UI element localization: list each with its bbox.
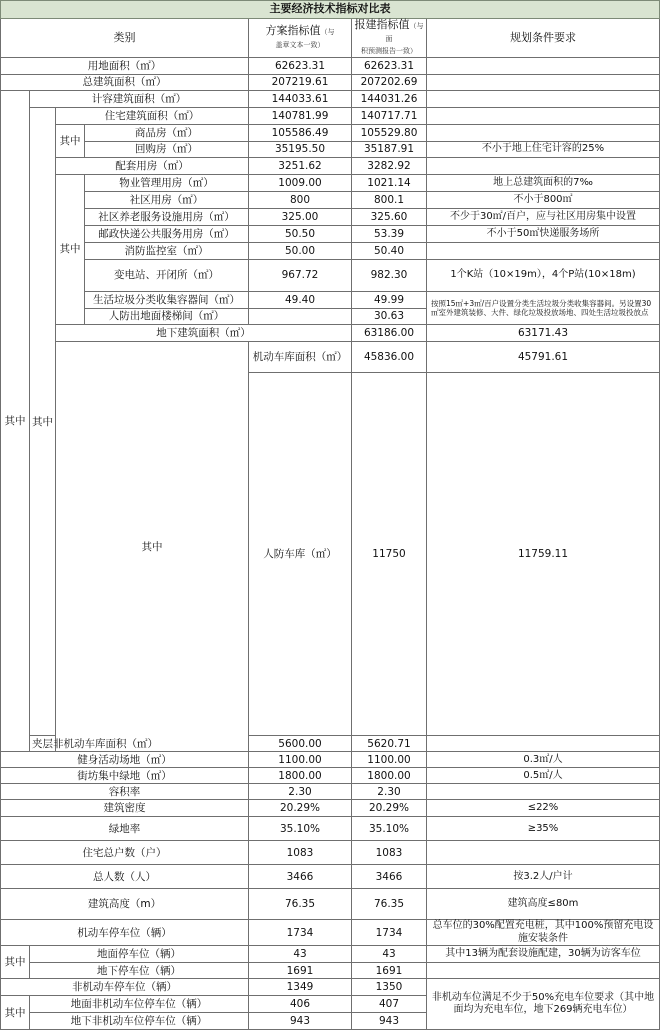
scheme-value: 62623.31 [249,57,352,74]
filed-value: 982.30 [352,259,427,291]
scheme-value: 35.10% [249,817,352,841]
scheme-value: 406 [249,996,352,1013]
filed-value: 53.39 [352,225,427,242]
scheme-value: 49.40 [249,291,352,308]
of-which-label: 其中 [30,107,56,736]
filed-value: 105529.80 [352,124,427,141]
scheme-value: 140781.99 [249,107,352,124]
row-label: 建筑高度（m） [1,889,249,920]
scheme-value: 76.35 [249,889,352,920]
of-which-label: 其中 [1,90,30,752]
scheme-value: 1009.00 [249,174,352,191]
table-row [1,784,660,800]
table-row [1,946,660,963]
filed-value: 11759.11 [427,372,660,736]
scheme-value: 2.30 [249,784,352,800]
table-title: 主要经济技术指标对比表 [1,1,660,19]
row-label: 总建筑面积（㎡） [1,74,249,90]
requirement-cell: 0.5㎡/人 [427,768,660,784]
table-row [1,865,660,889]
requirement-cell: 建筑高度≤80m [427,889,660,920]
scheme-value: 967.72 [249,259,352,291]
filed-value: 325.60 [352,208,427,225]
header-filed-note-2: 积预测报告一致） [361,47,417,56]
table-row [1,74,660,90]
requirement-cell [427,841,660,865]
requirement-cell: 不小于800㎡ [427,191,660,208]
requirement-cell: 不小于50㎡快递服务场所 [427,225,660,242]
row-label: 夹层非机动车库面积（㎡） [30,736,56,752]
filed-value: 144031.26 [352,90,427,107]
scheme-value: 207219.61 [249,74,352,90]
requirement-cell [427,74,660,90]
header-filed-note: （与面 [385,22,424,43]
scheme-value: 50.00 [249,242,352,259]
of-which-label: 其中 [56,341,249,752]
filed-value: 1021.14 [352,174,427,191]
row-label: 住宅建筑面积（㎡） [56,107,249,124]
requirement-cell: 不少于30㎡/百户，应与社区用房集中设置 [427,208,660,225]
requirement-cell: ≥35% [427,817,660,841]
filed-value: 45791.61 [427,341,660,372]
table-row [1,979,660,996]
of-which-label: 其中 [56,174,85,324]
filed-value: 1100.00 [352,752,427,768]
row-label: 用地面积（㎡） [1,57,249,74]
requirement-cell: 1个K站（10×19m），4个P站(10×18m) [427,259,660,291]
header-filed-main: 报建指标值 [354,18,410,31]
table-row [1,291,660,308]
row-label: 地面停车位（辆） [30,946,249,963]
table-row [1,242,660,259]
row-label: 生活垃圾分类收集容器间（㎡） [85,291,249,308]
table-row [1,841,660,865]
row-label: 社区养老服务设施用房（㎡） [85,208,249,225]
row-label: 容积率 [1,784,249,800]
scheme-value: 105586.49 [249,124,352,141]
header-scheme-main: 方案指标值 [265,24,321,38]
row-label: 健身活动场地（㎡） [1,752,249,768]
requirement-cell: ≤22% [427,800,660,817]
scheme-value: 3466 [249,865,352,889]
filed-value: 62623.31 [352,57,427,74]
requirement-cell [427,124,660,141]
of-which-label: 其中 [1,946,30,979]
filed-value: 3466 [352,865,427,889]
requirement-cell [427,242,660,259]
requirement-cell [427,157,660,174]
filed-value: 943 [352,1013,427,1030]
filed-value: 140717.71 [352,107,427,124]
requirement-cell: 不小于地上住宅计容的25% [427,141,660,157]
table-row [1,736,660,752]
requirement-cell: 按照15㎡+3㎡/百户设置分类生活垃圾分类收集容器间。另设置30㎡室外建筑装修、大件、绿化垃圾投放场地、四处生活垃圾投放点 [427,291,660,324]
scheme-value: 5600.00 [249,736,352,752]
filed-value: 76.35 [352,889,427,920]
table-row [1,107,660,124]
requirement-cell: 总车位的30%配置充电桩，其中100%预留充电设施安装条件 [427,920,660,946]
header-requirement: 规划条件要求 [427,19,660,58]
table-row [1,208,660,225]
header-scheme-note: （与 [320,28,335,37]
scheme-value: 800 [249,191,352,208]
scheme-value: 1349 [249,979,352,996]
scheme-value: 50.50 [249,225,352,242]
row-label: 计容建筑面积（㎡） [30,90,249,107]
requirement-cell: 其中13辆为配套设施配建，30辆为访客车位 [427,946,660,963]
table-row [1,800,660,817]
filed-value: 35187.91 [352,141,427,157]
row-label: 邮政快递公共服务用房（㎡） [85,225,249,242]
table-row [1,920,660,946]
filed-value: 5620.71 [352,736,427,752]
scheme-value: 11750 [352,372,427,736]
scheme-value: 3251.62 [249,157,352,174]
filed-value: 35.10% [352,817,427,841]
filed-value: 1800.00 [352,768,427,784]
row-label: 消防监控室（㎡） [85,242,249,259]
scheme-value: 325.00 [249,208,352,225]
table-row [1,889,660,920]
row-label: 地面非机动车位停车位（辆） [30,996,249,1013]
row-label: 地下建筑面积（㎡） [56,324,352,341]
table-row [1,341,660,372]
row-label: 机动车库面积（㎡） [249,341,352,372]
row-label: 回购房（㎡） [85,141,249,157]
row-label: 社区用房（㎡） [85,191,249,208]
table-row [1,817,660,841]
header-scheme-note-2: 盖章文本一致） [275,40,325,49]
table-row [1,174,660,191]
requirement-cell [427,107,660,124]
scheme-value: 35195.50 [249,141,352,157]
filed-value: 63171.43 [427,324,660,341]
table-row [1,157,660,174]
filed-value: 1350 [352,979,427,996]
filed-value: 20.29% [352,800,427,817]
table-row [1,259,660,291]
requirement-cell: 按3.2人/户计 [427,865,660,889]
requirement-cell: 地上总建筑面积的7‰ [427,174,660,191]
scheme-value: 144033.61 [249,90,352,107]
row-label: 人防出地面楼梯间（㎡） [85,308,249,324]
row-label: 人防车库（㎡） [249,372,352,736]
row-label: 机动车停车位（辆） [1,920,249,946]
scheme-value: 1691 [249,963,352,979]
row-label: 总人数（人） [1,865,249,889]
scheme-value: 43 [249,946,352,963]
table-row [1,225,660,242]
row-label: 建筑密度 [1,800,249,817]
filed-value: 1691 [352,963,427,979]
scheme-value: 1734 [249,920,352,946]
scheme-value: 1100.00 [249,752,352,768]
table-row [1,752,660,768]
scheme-value: 943 [249,1013,352,1030]
row-label: 地下停车位（辆） [30,963,249,979]
scheme-value: 1083 [249,841,352,865]
table-row [1,90,660,107]
row-label: 绿地率 [1,817,249,841]
filed-value: 49.99 [352,291,427,308]
filed-value: 43 [352,946,427,963]
filed-value: 1083 [352,841,427,865]
row-label: 街坊集中绿地（㎡） [1,768,249,784]
table-row [1,124,660,141]
row-label: 物业管理用房（㎡） [85,174,249,191]
requirement-cell [427,90,660,107]
filed-value: 3282.92 [352,157,427,174]
requirement-cell [427,736,660,752]
filed-value: 30.63 [352,308,427,324]
filed-value: 800.1 [352,191,427,208]
table-row [1,324,660,341]
of-which-label: 其中 [1,996,30,1030]
filed-value: 1734 [352,920,427,946]
scheme-value [249,308,352,324]
of-which-label: 其中 [56,124,85,157]
header-scheme [249,19,352,58]
scheme-value: 1800.00 [249,768,352,784]
filed-value: 207202.69 [352,74,427,90]
table-row [1,57,660,74]
scheme-value: 63186.00 [352,324,427,341]
table-row [1,191,660,208]
row-label: 商品房（㎡） [85,124,249,141]
requirement-cell [427,57,660,74]
filed-value: 2.30 [352,784,427,800]
row-label: 配套用房（㎡） [56,157,249,174]
requirement-cell: 非机动车位满足不少于50%充电车位要求（其中地面均为充电车位，地下269辆充电车位） [427,979,660,1030]
filed-value: 407 [352,996,427,1013]
scheme-value: 20.29% [249,800,352,817]
table-row [1,963,660,979]
requirement-cell [427,963,660,979]
requirement-cell [427,784,660,800]
row-label: 非机动车停车位（辆） [1,979,249,996]
table-body [1,1,660,1030]
row-label: 地下非机动车位停车位（辆） [30,1013,249,1030]
header-category: 类别 [1,19,249,58]
scheme-value: 45836.00 [352,341,427,372]
header-filed [352,19,427,58]
row-label: 住宅总户数（户） [1,841,249,865]
table-row [1,141,660,157]
table-row [1,768,660,784]
filed-value: 50.40 [352,242,427,259]
requirement-cell: 0.3㎡/人 [427,752,660,768]
row-label: 变电站、开闭所（㎡） [85,259,249,291]
